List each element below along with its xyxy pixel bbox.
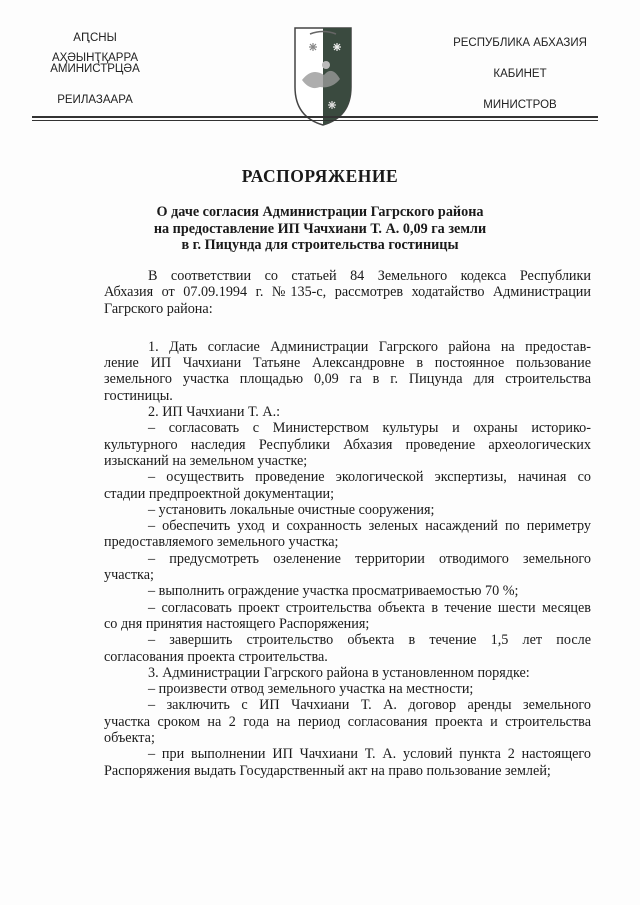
body-line: – выполнить ограждение участка просматриваемостью 70 %;	[148, 583, 519, 600]
body-line: изысканий на земельном участке;	[104, 452, 308, 469]
star-icon	[328, 101, 336, 109]
body-line: Гагрского района:	[104, 300, 213, 317]
body-line: – произвести отвод земельного участка на местности;	[148, 681, 474, 698]
header-right-line: РЕСПУБЛИКА АБХАЗИЯ	[453, 37, 587, 49]
body-line: участка;	[104, 567, 154, 584]
header-right-line: КАБИНЕТ	[493, 68, 547, 80]
header-left-line: АԤСНЫ АҲӘЫНҬҚАРРА	[51, 32, 139, 64]
header-left-line: РЕИЛАЗААРА	[57, 94, 133, 106]
body-line: гостиницы.	[104, 387, 173, 404]
body-line: – установить локальные очистные сооружения;	[148, 501, 435, 518]
header-divider	[32, 116, 598, 118]
body-line: – завершить строительство объекта в течение 1,5 лет после	[148, 632, 591, 649]
body-line: культурного наследия Республики Абхазия проведение археологических	[104, 436, 591, 453]
coat-of-arms-emblem	[292, 25, 354, 127]
paragraph-gap	[104, 317, 591, 339]
subject-line: на предоставление ИП Чачхиани Т. А. 0,09 га земли	[153, 220, 487, 237]
body-line: стадии предпроектной документации;	[104, 485, 335, 502]
body-line: В соответствии со статьей 84 Земельного кодекса Республики	[148, 268, 591, 284]
body-line: объекта;	[104, 730, 155, 747]
body-line: 3. Администрации Гагрского района в установленном порядке:	[148, 664, 530, 681]
header-right-line: МИНИСТРОВ	[483, 99, 557, 111]
subject-line: в г. Пицунда для строительства гостиницы	[181, 237, 459, 253]
body-line: – осуществить проведение экологической экспертизы, начиная со	[148, 469, 591, 486]
star-icon	[309, 43, 317, 51]
body-line: Распоряжения выдать Государственный акт на право пользование землей;	[104, 762, 551, 779]
subject-line: О даче согласия Администрации Гагрского района	[156, 204, 484, 220]
body-line: – обеспечить уход и сохранность зеленых насаждений по периметру	[148, 518, 591, 535]
body-line: 2. ИП Чачхиани Т. А.:	[148, 404, 281, 421]
document-title: РАСПОРЯЖЕНИЕ	[241, 166, 399, 186]
body-line: – согласовать проект строительства объекта в течение шести месяцев	[148, 599, 591, 616]
body-line: Абхазия от 07.09.1994 г. №135-с, рассмотрев ходатайство Администрации	[104, 284, 591, 301]
body-line: земельного участка площадью 0,09 га в г. Пицунда для строительства	[104, 371, 591, 388]
document-subject	[0, 204, 640, 254]
body-line: участка сроком на 2 года на период согласования проекта и строительства	[104, 713, 591, 730]
body-line: – при выполнении ИП Чачхиани Т. А. условий пункта 2 настоящего	[148, 746, 591, 763]
header-left-line: АМИНИСТРЦӘА	[50, 63, 140, 75]
body-line: предоставляемого земельного участка;	[104, 534, 339, 551]
body-line: 1. Дать согласие Администрации Гагрского района на предостав-	[148, 338, 591, 355]
header-divider-thin	[32, 120, 598, 121]
header-left-abkhaz	[35, 28, 155, 121]
body-line: ление ИП Чачхиани Татьяне Александровне в постоянное пользование	[104, 355, 591, 372]
document-body	[104, 268, 591, 779]
body-line: – заключить с ИП Чачхиани Т. А. договор аренды земельного	[148, 697, 591, 714]
body-line: – предусмотреть озеленение территории отводимого земельного	[148, 550, 591, 567]
body-line: – согласовать с Министерством культуры и охраны историко-	[148, 420, 591, 437]
body-line: со дня принятия настоящего Распоряжения;	[104, 615, 370, 632]
header-right-russian	[450, 33, 590, 126]
star-icon	[333, 43, 341, 51]
body-line: согласования проекта строительства.	[104, 648, 328, 665]
